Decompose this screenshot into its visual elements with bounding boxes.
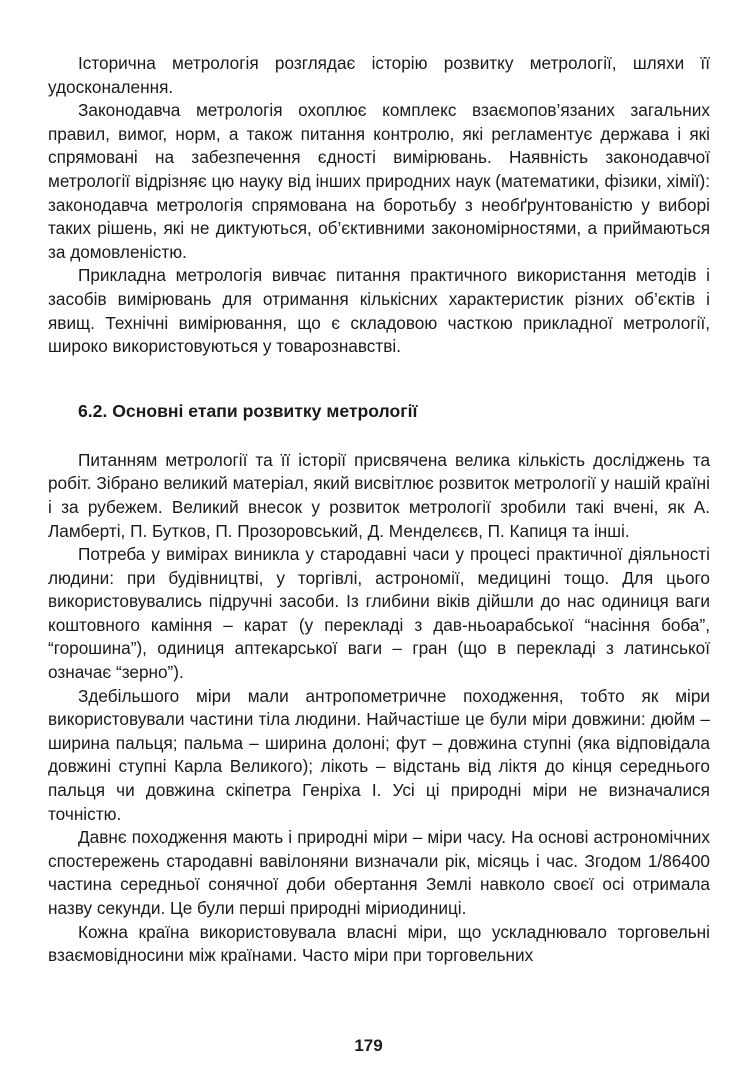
page-body bbox=[48, 52, 710, 968]
paragraph: Здебільшого міри мали антропометричне походження, тобто як міри використовували частини тіла людини. Найчастіше це були міри довжини: дюйм – ширина пальця; пальма – ширина долоні; фут – довжина ступні (яка відповідала довжині ступні Карла Великого); лікоть – відстань від ліктя до кінця середнього пальця чи довжина скіпетра Генріха I. Усі ці природні міри не визначалися точністю. bbox=[48, 685, 710, 824]
paragraph: Прикладна метрологія вивчає питання практичного використання методів і засобів вимірювань для отримання кількісних характеристик різних об’єктів і явищ. Технічні вимірювання, що є складовою часткою прикладної метрології, широко використовуються у товарознавстві. bbox=[48, 265, 710, 357]
paragraph: Історична метрологія розглядає історію розвитку метрології, шляхи її удосконалення. bbox=[48, 53, 710, 97]
paragraph: Питанням метрології та її історії присвячена велика кількість досліджень та робіт. Зібрано великий матеріал, який висвітлює розвиток метрології у нашій країні і за рубежем. Великий внесок у розвиток метрології зробили такі вчені, як А. Ламберті, П. Бутков, П. Прозоровський, Д. Менделєєв, П. Капиця та інші. bbox=[48, 449, 710, 541]
section-text-block bbox=[48, 449, 710, 968]
paragraph: Законодавча метрологія охоплює комплекс взаємопов’язаних загальних правил, вимог, норм, а також питання контролю, які регламентує держава і які спрямовані на забезпечення єдності вимірювань. Наявність законодавчої метрології відрізняє цю науку від інших природних наук (математики, фізики, хімії): законодавча метрологія спрямована на боротьбу з необґрунтованістю у виборі таких рішень, які не диктуються, об’єктивними закономірностями, а приймаються за домовленістю. bbox=[48, 100, 710, 262]
paragraph: Потреба у вимірах виникла у стародавні часи у процесі практичної діяльності людини: при будівництві, у торгівлі, астрономії, медицині тощо. Для цього використовувались підручні засоби. Із глибини віків дійшли до нас одиниця ваги коштовного каміння – карат (у перекладі з дав-ньоарабської “насіння боба”, “горошина”), одиниця аптекарської ваги – гран (що в перекладі з латинської означає “зерно”). bbox=[48, 544, 710, 683]
page-number: 179 bbox=[354, 1036, 383, 1055]
section-heading: 6.2. Основні етапи розвитку метрології bbox=[78, 400, 418, 421]
paragraph: Кожна країна використовувала власні міри, що ускладнювало торговельні взаємовідносини між країнами. Часто міри при торговельних bbox=[48, 921, 710, 966]
section-text-block bbox=[48, 52, 710, 359]
paragraph: Давнє походження мають і природні міри – міри часу. На основі астрономічних спостережень стародавні вавілоняни визначали рік, місяць і час. Згодом 1/86400 частина середньої сонячної доби обертання Землі навколо своєї осі отримала назву секунди. Це були перші природні міриодиниці. bbox=[48, 827, 710, 918]
